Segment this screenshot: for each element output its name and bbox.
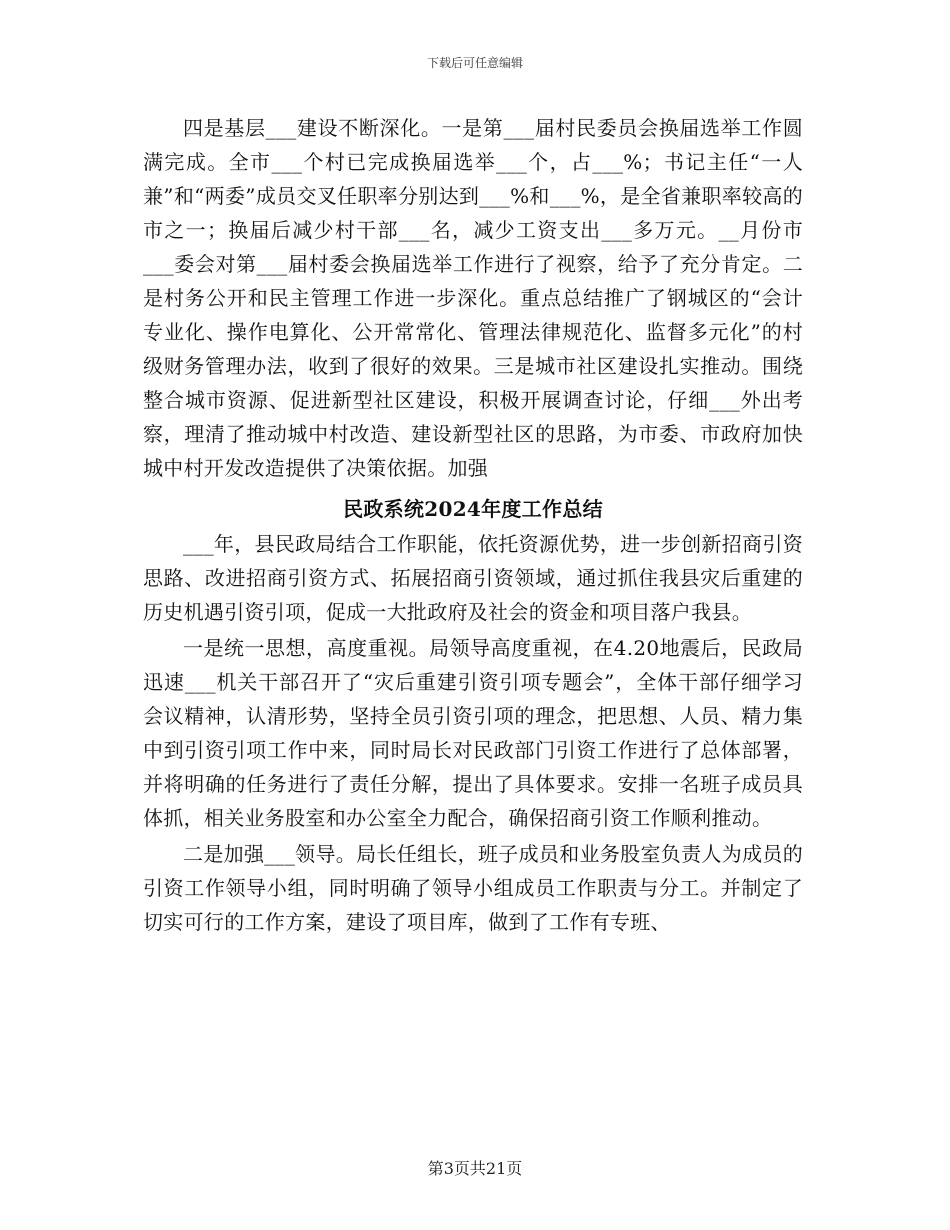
page-header-note: 下载后可任意编辑: [426, 56, 523, 70]
page-number: 第3页共21页: [427, 1159, 523, 1178]
paragraph-grassroots-construction: 四是基层___建设不断深化。一是第___届村民委员会换届选举工作圆满完成。全市___个村已完成换届选举___个，占___%；书记主任“一人兼”和“两委”成员交叉任职率分别达到___%和___%，是全省兼职率较高的市之一；换届后减少村干部___名，减少工资支出___多万元。__月份市___委会对第___届村委会换届选举工作进行了视察，给予了充分肯定。二是村务公开和民主管理工作进一步深化。重点总结推广了钢城区的“会计专业化、操作电算化、公开常常化、管理法律规范化、监督多元化”的村级财务管理办法，收到了很好的效果。三是城市社区建设扎实推动。围绕整合城市资源、促进新型社区建设，积极开展调查讨论，仔细___外出考察，理清了推动城中村改造、建设新型社区的思路，为市委、市政府加快城中村开发改造提供了决策依据。加强: [143, 116, 803, 480]
section-title: 民政系统2024年度工作总结: [343, 497, 603, 521]
paragraph-intro: ___年，县民政局结合工作职能，依托资源优势，进一步创新招商引资思路、改进招商引资方式、拓展招商引资领域，通过抓住我县灾后重建的历史机遇引资引项，促成一大批政府及社会的资金和项目落户我县。: [143, 532, 803, 624]
paragraph-strengthen-leadership: 二是加强___领导。局长任组长，班子成员和业务股室负责人为成员的引资工作领导小组，同时明确了领导小组成员工作职责与分工。并制定了切实可行的工作方案，建设了项目库，做到了工作有专班、: [143, 842, 803, 934]
document-body: [143, 111, 803, 939]
paragraph-unify-thinking: 一是统一思想，高度重视。局领导高度重视，在4.20地震后，民政局迅速___机关干部召开了“灾后重建引资引项专题会”，全体干部仔细学习会议精神，认清形势，坚持全员引资引项的理念，把思想、人员、精力集中到引资引项工作中来，同时局长对民政部门引资工作进行了总体部署，并将明确的任务进行了责任分解，提出了具体要求。安排一名班子成员具体抓，相关业务股室和办公室全力配合，确保招商引资工作顺利推动。: [143, 636, 803, 830]
